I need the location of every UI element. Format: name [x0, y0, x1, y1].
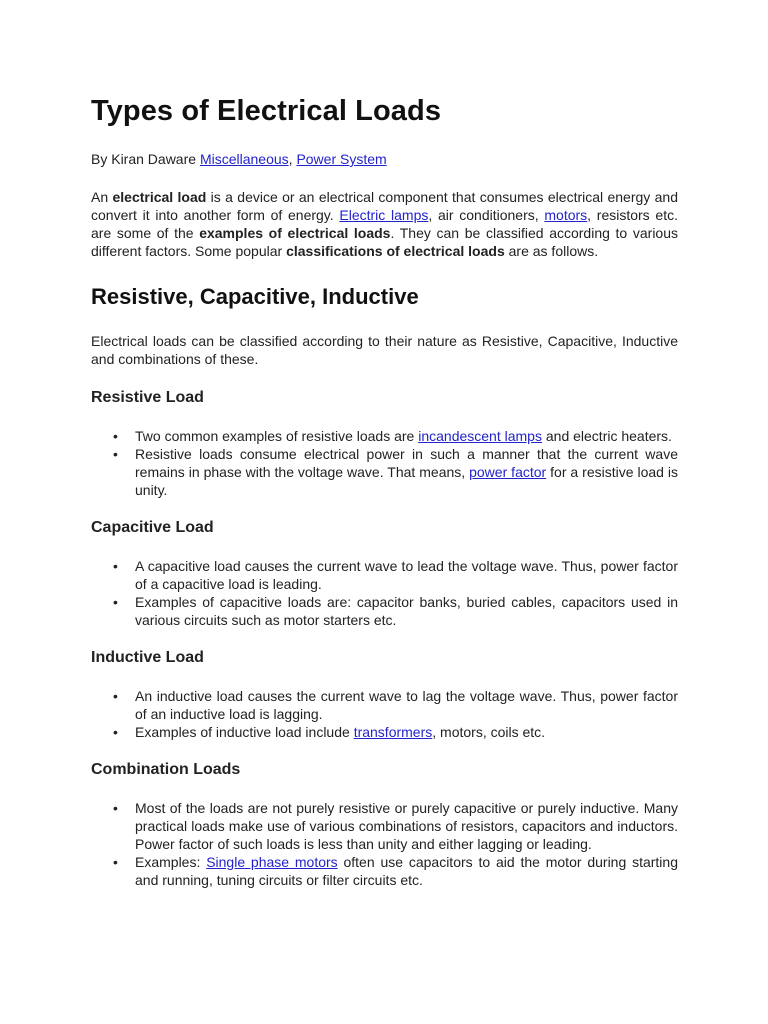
byline-separator: , [288, 151, 297, 167]
list-item [91, 593, 678, 629]
subheading-inductive-load: Inductive Load [91, 649, 204, 666]
link-electric-lamps[interactable]: Electric lamps [339, 207, 429, 223]
bullet: • [113, 594, 118, 610]
intro-bold-examples: examples of electrical loads [199, 225, 391, 241]
list-item [91, 799, 678, 853]
author-text: By Kiran Daware [91, 151, 200, 167]
link-incandescent-lamps[interactable]: incandescent lamps [418, 428, 542, 444]
subheading-combination-loads: Combination Loads [91, 761, 241, 778]
bullet: • [113, 688, 118, 704]
list-item-text: An inductive load causes the current wave to lag the voltage wave. Thus, power factor of an inductive load is lagging. [135, 688, 678, 722]
bullet: • [113, 558, 118, 574]
list-item-text: Examples of inductive load include [135, 724, 354, 740]
inductive-list [91, 687, 678, 741]
list-item-text: A capacitive load causes the current wave to lead the voltage wave. Thus, power factor of a capacitive load is leading. [135, 558, 678, 592]
link-transformers[interactable]: transformers [353, 724, 433, 740]
link-single-phase-motors[interactable]: Single phase motors [206, 854, 338, 870]
list-item [91, 853, 678, 889]
category-link-power-system[interactable]: Power System [296, 151, 387, 167]
list-item [91, 445, 678, 499]
link-motors[interactable]: motors [544, 207, 588, 223]
list-item-text: , motors, coils etc. [432, 724, 546, 740]
link-power-factor[interactable]: power factor [469, 464, 547, 480]
list-item-text: Examples: [135, 854, 207, 870]
bullet: • [113, 446, 118, 462]
intro-text: . They can be classified according to various different factors. Some popular [91, 225, 678, 259]
list-item-text: Examples of capacitive loads are: capacitor banks, buried cables, capacitors used in various circuits such as motor starters etc. [135, 594, 678, 628]
list-item-text: for a resistive load is unity. [135, 464, 678, 498]
list-item-text: often use capacitors to aid the motor during starting and running, tuning circuits or filter circuits etc. [135, 854, 678, 888]
bullet: • [113, 724, 118, 740]
article-title: Types of Electrical Loads [91, 95, 442, 127]
bullet: • [113, 428, 118, 444]
intro-bold-electrical-load: electrical load [112, 189, 207, 205]
intro-text: An [91, 189, 113, 205]
list-item-text: and electric heaters. [541, 428, 672, 444]
byline [91, 150, 678, 168]
list-item-text: Two common examples of resistive loads are [135, 428, 419, 444]
bullet: • [113, 854, 118, 870]
section-heading-nature: Resistive, Capacitive, Inductive [91, 284, 419, 309]
subheading-capacitive-load: Capacitive Load [91, 519, 214, 536]
intro-bold-classifications: classifications of electrical loads [286, 243, 505, 259]
intro-paragraph [91, 188, 678, 260]
section-paragraph-nature: Electrical loads can be classified according to their nature as Resistive, Capacitive, Inductive and combinations of these. [91, 333, 678, 367]
category-link-miscellaneous[interactable]: Miscellaneous [199, 151, 289, 167]
intro-text: are as follows. [504, 243, 599, 259]
list-item-text: Most of the loads are not purely resistive or purely capacitive or purely inductive. Many practical loads make use of various combinations of resistors, capacitors and inductors. Power factor of such loads is less than unity and either lagging or leading. [135, 800, 678, 852]
intro-text: , resistors etc. are some of the [91, 207, 678, 241]
list-item [91, 687, 678, 723]
combination-list [91, 799, 678, 889]
capacitive-list [91, 557, 678, 629]
list-item [91, 427, 678, 445]
list-item [91, 723, 678, 741]
subheading-resistive-load: Resistive Load [91, 389, 204, 406]
intro-text: is a device or an electrical component that consumes electrical energy and convert it into another form of energy. [91, 189, 678, 223]
resistive-list [91, 427, 678, 499]
list-item-text: Resistive loads consume electrical power in such a manner that the current wave remains in phase with the voltage wave. That means, [135, 446, 678, 480]
list-item [91, 557, 678, 593]
bullet: • [113, 800, 118, 816]
intro-text: , air conditioners, [428, 207, 545, 223]
